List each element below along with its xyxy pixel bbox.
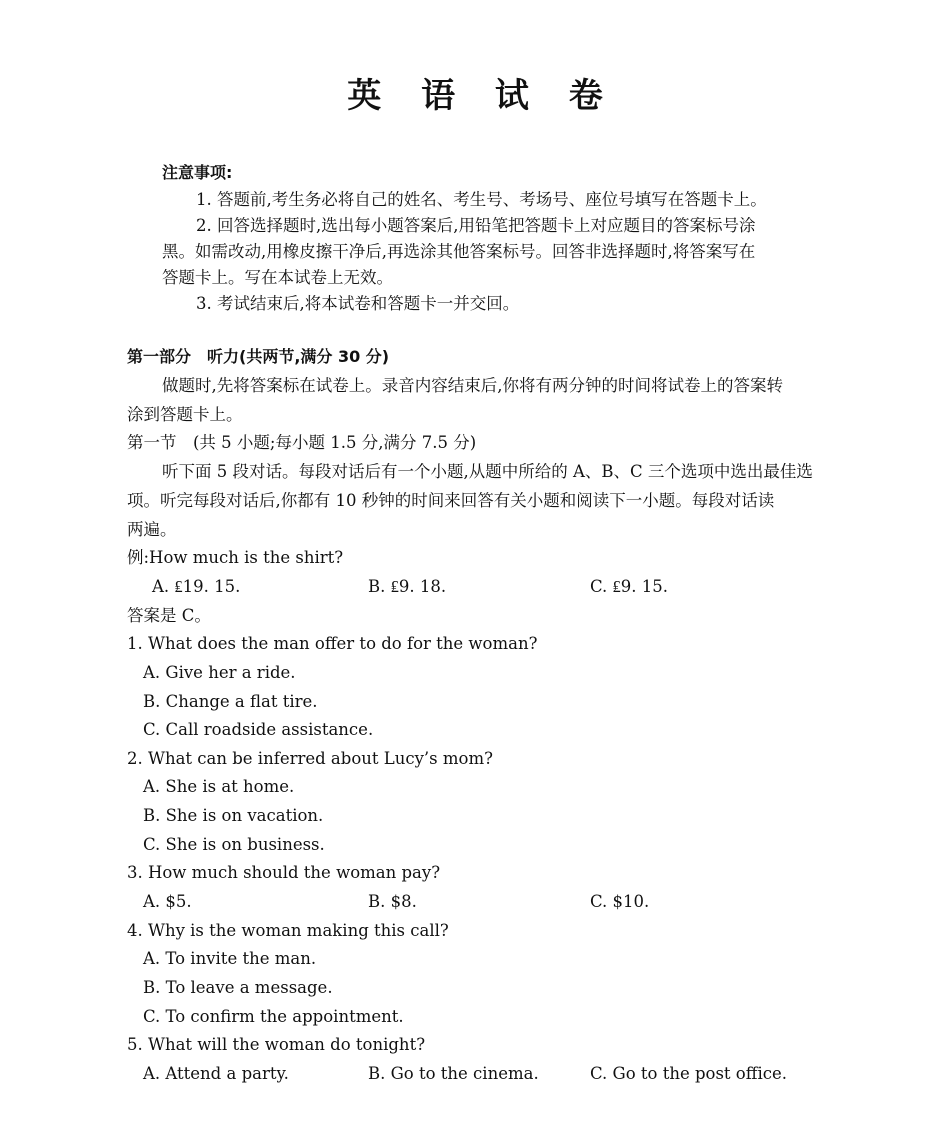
section1-text-line-1: 听下面 5 段对话。每段对话后有一个小题,从题中所给的 A、B、C 三个选项中选出最佳选 [162,462,813,481]
notice-item-2-line-1: 2. 回答选择题时,选出每小题答案后,用铅笔把答题卡上对应题目的答案标号涂 [196,216,756,235]
notice-item-1: 1. 答题前,考生务必将自己的姓名、考生号、考场号、座位号填写在答题卡上。 [196,190,767,209]
question-4-stem: 4. Why is the woman making this call? [127,921,449,940]
notice-item-3: 3. 考试结束后,将本试卷和答题卡一并交回。 [196,294,520,313]
question-3-stem: 3. How much should the woman pay? [127,863,441,882]
question-2-option-c: C. She is on business. [143,835,325,854]
question-3-option-a: A. $5. [143,892,192,911]
section1-heading: 第一节 (共 5 小题;每小题 1.5 分,满分 7.5 分) [127,433,477,452]
example-option-a: A. ₤19. 15. [152,577,241,596]
question-1-option-c: C. Call roadside assistance. [143,720,374,739]
question-3-option-b: B. $8. [368,892,417,911]
question-5-option-b: B. Go to the cinema. [368,1064,539,1083]
notice-item-2-line-2: 黑。如需改动,用橡皮擦干净后,再选涂其他答案标号。回答非选择题时,将答案写在 [162,242,756,261]
question-1-option-a: A. Give her a ride. [143,663,296,682]
section1-text-line-3: 两遍。 [127,520,177,539]
question-3-option-c: C. $10. [590,892,650,911]
question-4-option-c: C. To confirm the appointment. [143,1007,404,1026]
part1-intro-line-2: 涂到答题卡上。 [127,405,243,424]
question-2-option-a: A. She is at home. [143,777,295,796]
question-1-option-b: B. Change a flat tire. [143,692,318,711]
question-5-option-c: C. Go to the post office. [590,1064,787,1083]
part1-intro-line-1: 做题时,先将答案标在试卷上。录音内容结束后,你将有两分钟的时间将试卷上的答案转 [162,376,783,395]
question-5-option-a: A. Attend a party. [143,1064,289,1083]
example-option-c: C. ₤9. 15. [590,577,669,596]
section1-text-line-2: 项。听完每段对话后,你都有 10 秒钟的时间来回答有关小题和阅读下一小题。每段对话读 [127,491,775,510]
question-1-stem: 1. What does the man offer to do for the woman? [127,634,538,653]
question-2-option-b: B. She is on vacation. [143,806,324,825]
notice-item-2-line-3: 答题卡上。写在本试卷上无效。 [162,268,393,287]
page-title: 英 语 试 卷 [347,76,617,116]
notice-heading: 注意事项: [162,163,233,182]
question-4-option-b: B. To leave a message. [143,978,333,997]
part1-heading: 第一部分 听力(共两节,满分 30 分) [127,347,390,366]
example-option-b: B. ₤9. 18. [368,577,447,596]
example-answer: 答案是 C。 [127,606,211,625]
question-2-stem: 2. What can be inferred about Lucy’s mom? [127,749,493,768]
example-question: 例:How much is the shirt? [127,548,344,567]
question-5-stem: 5. What will the woman do tonight? [127,1035,426,1054]
question-4-option-a: A. To invite the man. [143,949,317,968]
